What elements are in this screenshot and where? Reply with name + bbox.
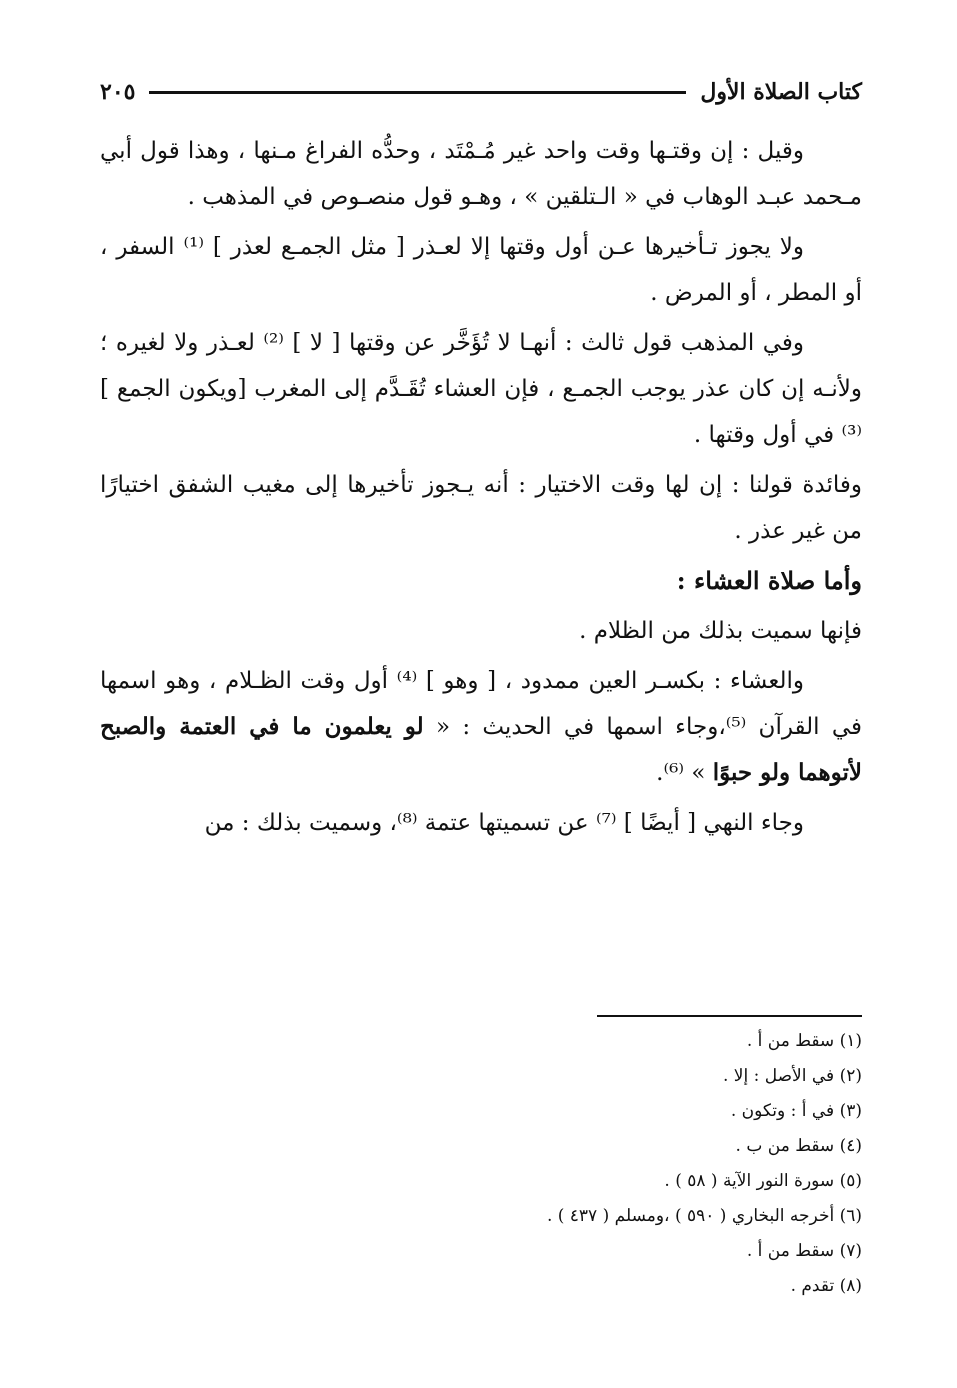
footnote-item: (٥) سورة النور الآية ( ٥٨ ) . [664,1171,862,1191]
paragraph-last: وجاء النهي [ أيضًا ] ⁽⁷⁾ عن تسميتها عتمة ⁽⁸⁾، وسميت بذلك : من [204,810,804,836]
section-heading: وأما صلاة العشاء : [676,566,862,595]
footnote-item: (٨) تقدم . [790,1276,862,1296]
paragraph-3: وفي المذهب قول ثالث : أنهـا لا تُؤَخَّر عن وقتها [ لا ] ⁽²⁾ لعـذر ولا لغيره ؛ ولأنـه إن كان عذر يوجب الجمـع ، فإن العشاء تُقَـدَّم إلى المغرب [ويكون الجمع ] ⁽³⁾ في أول وقتها . [100,330,862,448]
footnotes-list [100,1024,862,1304]
page-header [100,72,862,112]
isha-text: والعشاء : بكسـر العين ممدود ، [ وهو ] ⁽⁴⁾ أول وقت الظـلام ، وهو اسمها في القرآن ⁽⁵⁾،وجاء اسمها في الحديث : « [100,668,862,740]
footnote-item: (١) سقط من أ . [746,1031,862,1051]
footnote-item: (٦) أخرجه البخاري ( ٥٩٠ ) ،ومسلم ( ٤٣٧ ) . [546,1206,862,1226]
running-title: كتاب الصلاة الأول [700,79,862,105]
footnote-item: (٢) في الأصل : إلا . [722,1066,862,1086]
paragraph-isha [100,658,862,796]
hadith-quote: لو يعلمون ما في العتمة والصبح لأتوهما ولو حبوًا [100,713,862,786]
header-rule [149,91,686,94]
footnote-item: (٣) في أ : وتكون . [730,1101,862,1121]
footnote-item: (٤) سقط من ب . [735,1136,862,1156]
main-text [100,128,862,850]
footnote-rule [597,1015,862,1017]
paragraph-naming: فإنها سميت بذلك من الظلام . [579,618,862,644]
paragraph-2: ولا يجوز تـأخيرها عـن أول وقتها إلا لعـذر [ مثل الجمـع لعذر ] ⁽¹⁾ السفر ، أو المطر ، أو المرض . [100,234,862,306]
footnote-item: (٧) سقط من أ . [746,1241,862,1261]
paragraph-4: وفائدة قولنا : إن لها وقت الاختيار : أنه يـجوز تأخيرها إلى مغيب الشفق اختيارًا من غير عذر . [100,472,862,544]
isha-tail: » ⁽⁶⁾. [656,760,713,786]
paragraph-1: وقيل : إن وقتـها وقت واحد غير مُـمْتَد ، وحدُّه الفراغ مـنها ، وهذا قول أبي مـحمد عبـد الوهاب في « الـتلقين » ، وهـو قول منصـوص في المذهب . [100,138,862,210]
page-number: ٢٠٥ [100,79,136,105]
